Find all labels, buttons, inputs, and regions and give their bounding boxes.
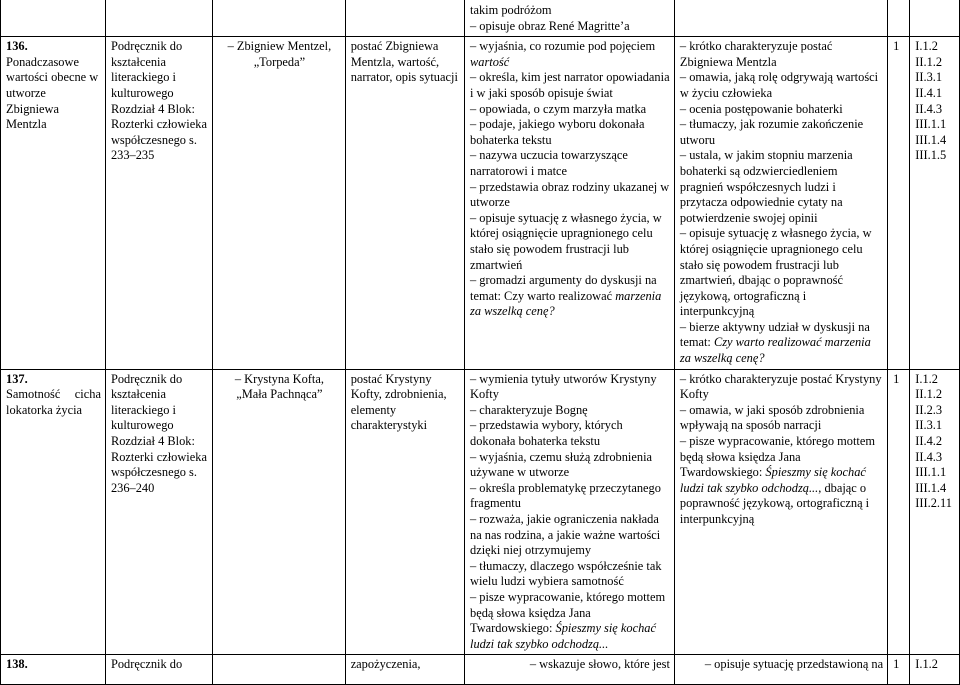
concepts: postać Zbigniewa Mentzla, wartość, narrator, opis sytuacji <box>350 39 458 85</box>
codes-cell <box>910 655 960 685</box>
task-text: tłumaczy, jak rozumie zakończenie utworu <box>679 117 864 147</box>
task-item <box>470 450 670 481</box>
curriculum-code: II.1.2 <box>915 54 943 69</box>
task-text: opisuje sytuację z własnego życia, w której osiągnięcie upragnionego celu stało się powodem frustracji lub zmartwień <box>470 210 662 272</box>
task-item <box>470 211 670 273</box>
curriculum-code: I.1.2 <box>915 657 938 672</box>
lesson-number: 136. <box>6 39 28 54</box>
task-text: opisuje sytuację z własnego życia, w której osiągnięcie upragnionego celu stało się powodem frustracji lub zmartwień, dbając o poprawność językową, ortograficzną i interpunkcyjną <box>679 226 872 319</box>
tasks-basic-cell <box>674 369 887 655</box>
task-item <box>470 70 670 101</box>
book-reference: Podręcznik do kształcenia literackiego i kulturowego Rozdział 4 Blok: Rozterki człowieka współczesnego s. 236–240 <box>110 371 207 495</box>
continuation-line: takim podróżom <box>470 3 552 17</box>
task-text: ustala, w jakim stopniu marzenia bohaterki są odzwierciedleniem pragnień współczesnych ludzi i przytacza odpowiednie cytaty na potwierdzenie swojej opinii <box>679 148 853 225</box>
task-text: tłumaczy, dlaczego współcześnie tak wielu ludzi wybiera samotność <box>470 558 662 589</box>
task-item <box>680 403 883 434</box>
task-text: krótko charakteryzuje postać Krystyny Kofty <box>679 371 882 402</box>
table-row-136 <box>1 37 960 369</box>
curriculum-code: II.3.1 <box>915 418 943 433</box>
curriculum-code: I.1.2 <box>915 371 938 386</box>
curriculum-code: III.1.5 <box>915 148 947 163</box>
tasks-cell <box>465 655 675 685</box>
task-item <box>470 148 670 179</box>
task-text: opowiada, o czym marzyła matka <box>479 101 647 116</box>
literary-text: – Krystyna Kofta, „Mała Pachnąca” <box>234 371 324 402</box>
lesson-number: 137. <box>6 371 28 386</box>
curriculum-code: III.2.11 <box>915 496 952 511</box>
book-cell <box>105 655 212 685</box>
task-text: pisze wypracowanie, którego mottem będą słowa księdza Jana Twardowskiego: <box>679 434 876 480</box>
book-reference: Podręcznik do <box>110 657 183 672</box>
task-italic-text: wartość <box>470 54 510 69</box>
task-item <box>470 559 670 590</box>
book-reference: Podręcznik do kształcenia literackiego i kulturowego Rozdział 4 Blok: Rozterki człowieka współczesnego s. 233–235 <box>110 39 207 163</box>
text-cell <box>213 37 346 369</box>
task-item <box>470 481 670 512</box>
hours-count: 1 <box>893 39 900 54</box>
task-item <box>680 226 883 320</box>
tasks-basic-cell <box>674 37 887 369</box>
task-italic-text: marzenia za wszelką cenę? <box>470 288 662 319</box>
task-item <box>680 102 883 118</box>
curriculum-code: II.2.3 <box>915 402 943 417</box>
task-text: wymienia tytuły utworów Krystyny Kofty <box>470 371 657 402</box>
table-row-138 <box>1 655 960 685</box>
text-cell <box>213 369 346 655</box>
curriculum-code: II.4.1 <box>915 85 943 100</box>
table-row-137 <box>1 369 960 655</box>
curriculum-code: II.4.3 <box>915 449 943 464</box>
hours-cell <box>888 369 910 655</box>
literary-text: – Zbigniew Mentzel, „Torpeda” <box>227 39 332 69</box>
curriculum-code: II.4.2 <box>915 434 943 449</box>
concepts-cell <box>345 655 464 685</box>
task-item <box>470 273 670 320</box>
continuation-tasks <box>465 0 675 37</box>
book-cell <box>105 37 212 369</box>
lesson-cell <box>1 37 106 369</box>
task-text: wyjaśnia, co rozumie pod pojęciem <box>479 39 656 54</box>
codes-cell <box>910 369 960 655</box>
task-item <box>470 418 670 449</box>
task-item <box>470 39 670 70</box>
task-item <box>470 512 670 559</box>
lesson-cell <box>1 655 106 685</box>
lesson-cell <box>1 369 106 655</box>
task-item <box>680 70 883 101</box>
tasks-cell <box>465 369 675 655</box>
task-text: gromadzi argumenty do dyskusji na temat: Czy warto realizować <box>470 273 657 303</box>
task-item <box>470 180 670 211</box>
tasks-basic-cell <box>674 655 887 685</box>
lesson-number: 138. <box>6 657 28 672</box>
hours-cell <box>888 655 910 685</box>
task-text: rozważa, jakie ograniczenia nakłada na nas rodzina, a jakie ważne wartości dzięki niej otrzymujemy <box>470 512 661 558</box>
task-item <box>470 403 670 419</box>
task-item: – opisuje sytuację przedstawioną na <box>704 657 884 672</box>
concepts-cell <box>345 369 464 655</box>
curriculum-code: III.1.1 <box>915 117 947 132</box>
task-text: charakteryzuje Bognę <box>479 402 588 417</box>
table-row-continuation <box>1 0 960 37</box>
task-item <box>680 117 883 148</box>
task-text: , dbając o poprawność językową, ortograficzną i interpunkcyjną <box>679 480 870 526</box>
lesson-title: Samotność cicha lokatorka życia <box>6 387 101 417</box>
concepts: zapożyczenia, <box>350 657 421 672</box>
curriculum-code: II.1.2 <box>915 387 943 402</box>
hours-cell <box>888 37 910 369</box>
concepts-cell <box>345 37 464 369</box>
task-text: nazywa uczucia towarzyszące narratorowi i matce <box>470 148 628 178</box>
task-item: – wskazuje słowo, które jest <box>529 657 670 672</box>
task-text: określa, kim jest narrator opowiadania i w jaki sposób opisuje świat <box>470 70 670 100</box>
task-item <box>470 102 670 118</box>
task-italic-text: Śpieszmy się kochać ludzi tak szybko odchodzą... <box>679 465 866 495</box>
task-item <box>680 39 883 70</box>
curriculum-code: I.1.2 <box>915 39 938 54</box>
task-text: przedstawia wybory, których dokonała bohaterka tekstu <box>470 418 623 449</box>
concepts: postać Krystyny Kofty, zdrobnienia, elementy charakterystyki <box>350 371 447 433</box>
task-item <box>680 148 883 226</box>
task-item <box>470 590 670 652</box>
curriculum-code: III.1.1 <box>915 465 947 480</box>
task-item <box>470 117 670 148</box>
task-text: omawia, jaką rolę odgrywają wartości w życiu człowieka <box>679 70 879 100</box>
task-item <box>470 372 670 403</box>
curriculum-code: II.3.1 <box>915 70 943 85</box>
task-text: określa problematykę przeczytanego fragmentu <box>470 480 661 511</box>
task-text: krótko charakteryzuje postać Zbigniewa Mentzla <box>679 39 833 69</box>
hours-count: 1 <box>893 657 900 672</box>
task-text: ocenia postępowanie bohaterki <box>689 101 843 116</box>
task-item <box>680 372 883 403</box>
task-text: podaje, jakiego wyboru dokonała bohaterka tekstu <box>470 117 645 147</box>
task-item <box>680 434 883 528</box>
lesson-title: Ponadczasowe wartości obecne w utworze Zbigniewa Mentzla <box>6 54 99 132</box>
task-text: przedstawia obraz rodziny ukazanej w utworze <box>470 179 670 210</box>
codes-cell <box>910 37 960 369</box>
task-item <box>680 320 883 367</box>
task-text: bierze aktywny udział w dyskusji na temat: <box>679 319 870 350</box>
task-italic-text: Śpieszmy się kochać ludzi tak szybko odchodzą... <box>470 621 656 651</box>
task-text: omawia, w jaki sposób zdrobnienia wpływają na sposób narracji <box>679 402 865 433</box>
task-italic-text: Czy warto realizować marzenia za wszelką cenę? <box>679 335 871 366</box>
curriculum-code: III.1.4 <box>915 132 947 147</box>
tasks-cell <box>465 37 675 369</box>
continuation-line: – opisuje obraz René Magritte’a <box>470 18 630 33</box>
hours-count: 1 <box>893 371 900 386</box>
book-cell <box>105 369 212 655</box>
curriculum-code: II.4.3 <box>915 101 943 116</box>
task-text: wyjaśnia, czemu służą zdrobnienia używane w utworze <box>470 449 653 480</box>
curriculum-code: III.1.4 <box>915 480 947 495</box>
task-text: pisze wypracowanie, którego mottem będą słowa księdza Jana Twardowskiego: <box>470 589 666 636</box>
